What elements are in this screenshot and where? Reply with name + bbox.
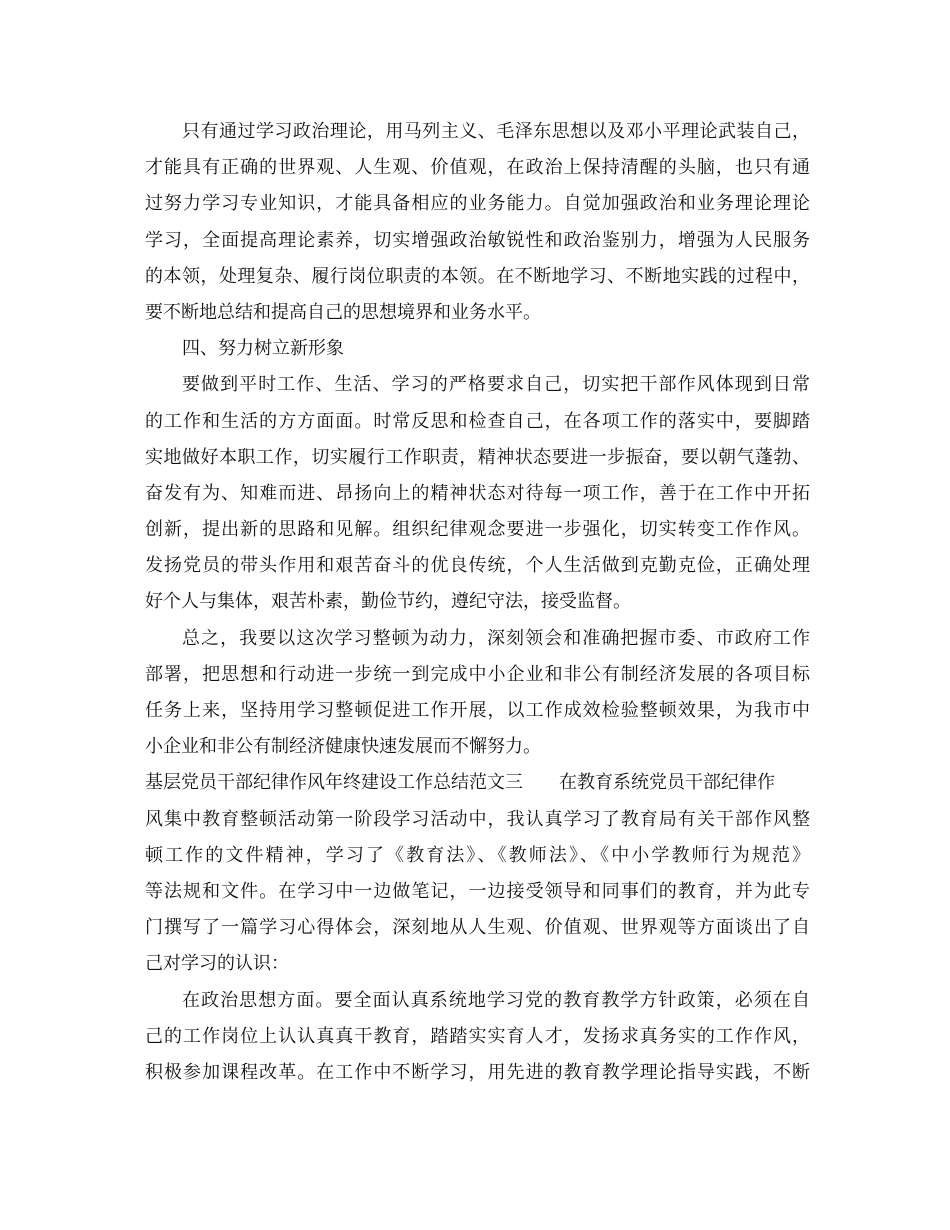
article-title-line (145, 765, 810, 801)
text-line: 学习，全面提高理论素养，切实增强政治敏锐性和政治鉴别力，增强为人民服务 (145, 229, 810, 251)
text-line: 创新，提出新的思路和见解。组织纪律观念要进一步强化，切实转变工作作风。 (145, 519, 810, 541)
text-line: 才能具有正确的世界观、人生观、价值观，在政治上保持清醒的头脑，也只有通 (145, 157, 810, 179)
text-line: 发扬党员的带头作用和艰苦奋斗的优良传统，个人生活做到克勤克俭，正确处理 (145, 555, 810, 577)
text-line: 己对学习的认识： (145, 953, 289, 975)
text-line: 只有通过学习政治理论，用马列主义、毛泽东思想以及邓小平理论武装自己， (182, 121, 810, 142)
text-line: 的本领，处理复杂、履行岗位职责的本领。在不断地学习、不断地实践的过程中， (145, 265, 810, 287)
text-line: 小企业和非公有制经济健康快速发展而不懈努力。 (145, 736, 541, 758)
text-line: 要做到平时工作、生活、学习的严格要求自己，切实把干部作风体现到日常 (182, 374, 810, 396)
text-line: 积极参加课程改革。在工作中不断学习，用先进的教育教学理论指导实践，不断 (145, 1061, 810, 1083)
document-body (145, 114, 810, 1091)
text-line: 好个人与集体，艰苦朴素，勤俭节约，遵纪守法，接受监督。 (145, 591, 631, 613)
text-line: 己的工作岗位上认认真真干教育，踏踏实实育人才，发扬求真务实的工作作风， (145, 1025, 810, 1047)
text-line: 在教育系统党员干部纪律作 (559, 772, 775, 794)
text-line: 等法规和文件。在学习中一边做笔记，一边接受领导和同事们的教育，并为此专 (145, 880, 810, 902)
text-line: 在政治思想方面。要全面认真系统地学习党的教育教学方针政策，必须在自 (182, 989, 810, 1011)
text-line: 总之，我要以这次学习整顿为动力，深刻领会和准确把握市委、市政府工作 (182, 627, 810, 649)
text-line: 风集中教育整顿活动第一阶段学习活动中，我认真学习了教育局有关干部作风整 (145, 808, 810, 830)
text-line: 任务上来，坚持用学习整顿促进工作开展，以工作成效检验整顿效果，为我市中 (145, 700, 810, 721)
section-heading: 四、努力树立新形象 (182, 338, 344, 360)
article-title: 基层党员干部纪律作风年终建设工作总结范文三 (145, 772, 523, 794)
text-line: 奋发有为、知难而进、昂扬向上的精神状态对待每一项工作，善于在工作中开拓 (145, 482, 810, 504)
text-line: 要不断地总结和提高自己的思想境界和业务水平。 (145, 301, 541, 323)
text-line: 门撰写了一篇学习心得体会，深刻地从人生观、价值观、世界观等方面谈出了自 (145, 917, 810, 939)
text-line: 的工作和生活的方方面面。时常反思和检查自己，在各项工作的落实中，要脚踏 (145, 410, 810, 432)
text-line: 部署，把思想和行动进一步统一到完成中小企业和非公有制经济发展的各项目标 (145, 663, 810, 685)
text-line: 顿工作的文件精神，学习了《教育法》、《教师法》、《中小学教师行为规范》 (145, 844, 810, 866)
text-line: 实地做好本职工作，切实履行工作职责，精神状态要进一步振奋，要以朝气蓬勃、 (145, 446, 810, 468)
text-line: 过努力学习专业知识，才能具备相应的业务能力。自觉加强政治和业务理论理论 (145, 193, 810, 215)
